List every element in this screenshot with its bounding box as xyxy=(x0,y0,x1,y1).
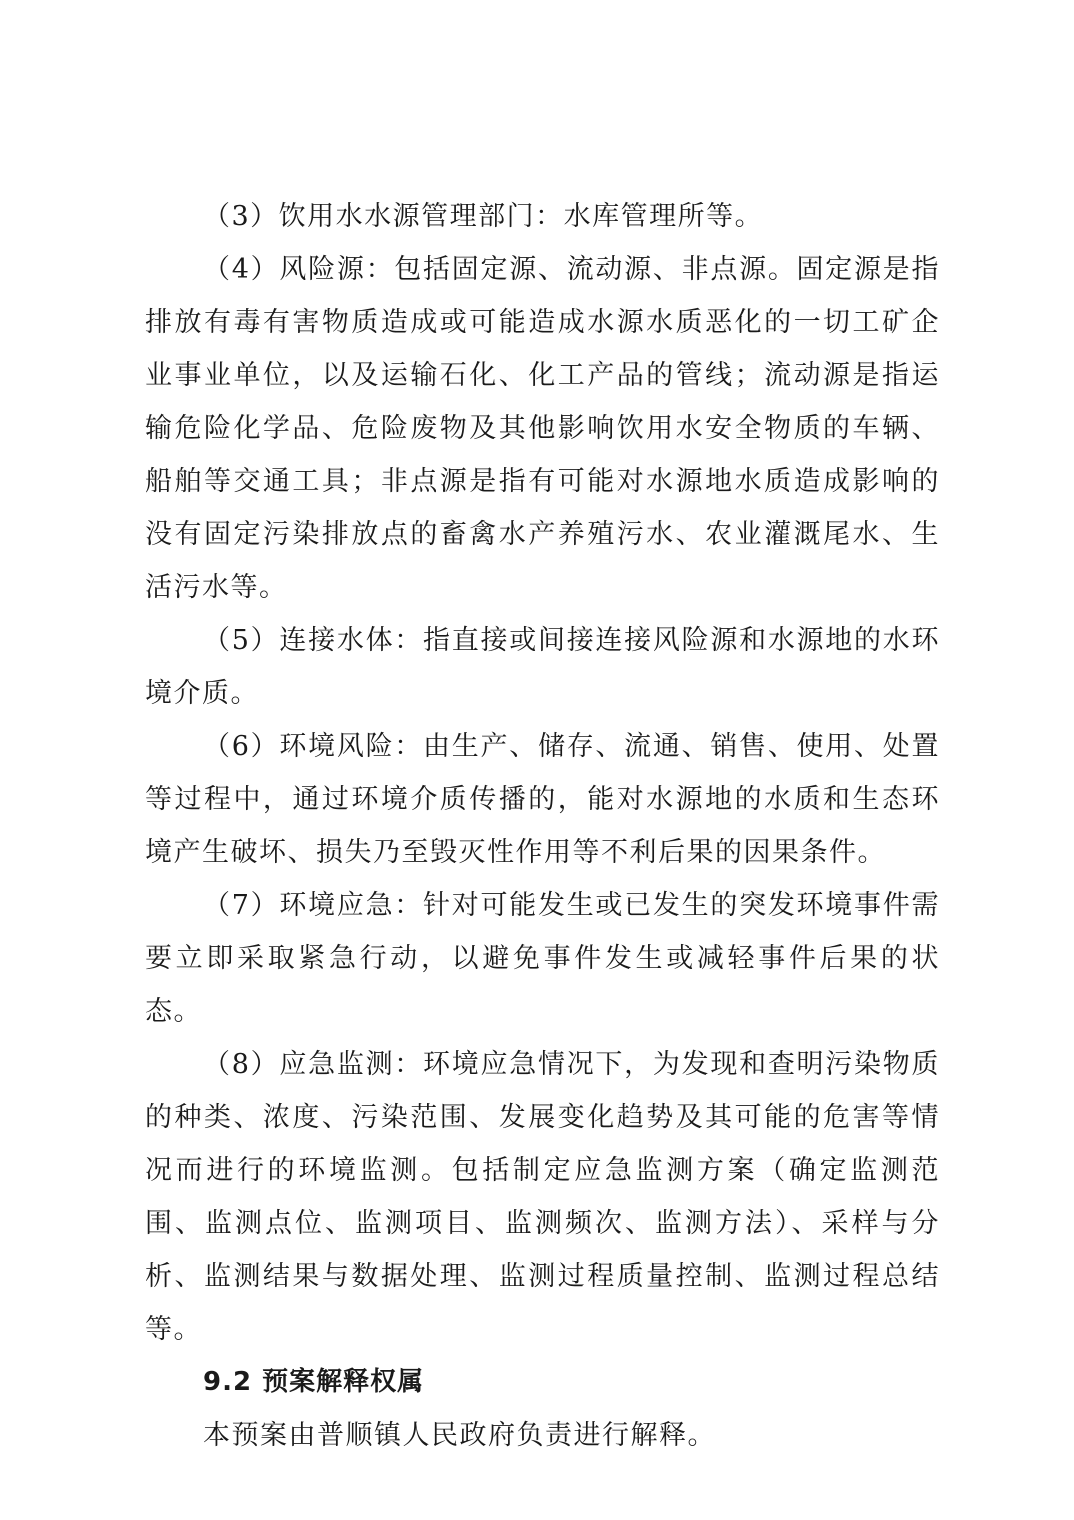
definition-paragraph-4: （4）风险源：包括固定源、流动源、非点源。固定源是指排放有毒有害物质造成或可能造成水源水质恶化的一切工矿企业事业单位，以及运输石化、化工产品的管线；流动源是指运输危险化学品、危险废物及其他影响饮用水安全物质的车辆、船舶等交通工具；非点源是指有可能对水源地水质造成影响的没有固定污染排放点的畜禽水产养殖污水、农业灌溉尾水、生活污水等。 xyxy=(145,254,940,603)
definition-paragraph-5: （5）连接水体：指直接或间接连接风险源和水源地的水环境介质。 xyxy=(145,625,940,709)
definition-paragraph-3: （3）饮用水水源管理部门：水库管理所等。 xyxy=(203,201,764,232)
section-body-paragraph: 本预案由普顺镇人民政府负责进行解释。 xyxy=(203,1420,716,1451)
document-body xyxy=(145,190,940,1462)
definition-paragraph-8: （8）应急监测：环境应急情况下，为发现和查明污染物质的种类、浓度、污染范围、发展变化趋势及其可能的危害等情况而进行的环境监测。包括制定应急监测方案（确定监测范围、监测点位、监测项目、监测频次、监测方法）、采样与分析、监测结果与数据处理、监测过程质量控制、监测过程总结等。 xyxy=(145,1049,940,1345)
section-heading: 9.2 预案解释权属 xyxy=(203,1367,425,1397)
definition-paragraph-7: （7）环境应急：针对可能发生或已发生的突发环境事件需要立即采取紧急行动，以避免事件发生或减轻事件后果的状态。 xyxy=(145,890,940,1027)
definition-paragraph-6: （6）环境风险：由生产、储存、流通、销售、使用、处置等过程中，通过环境介质传播的，能对水源地的水质和生态环境产生破坏、损失乃至毁灭性作用等不利后果的因果条件。 xyxy=(145,731,940,868)
